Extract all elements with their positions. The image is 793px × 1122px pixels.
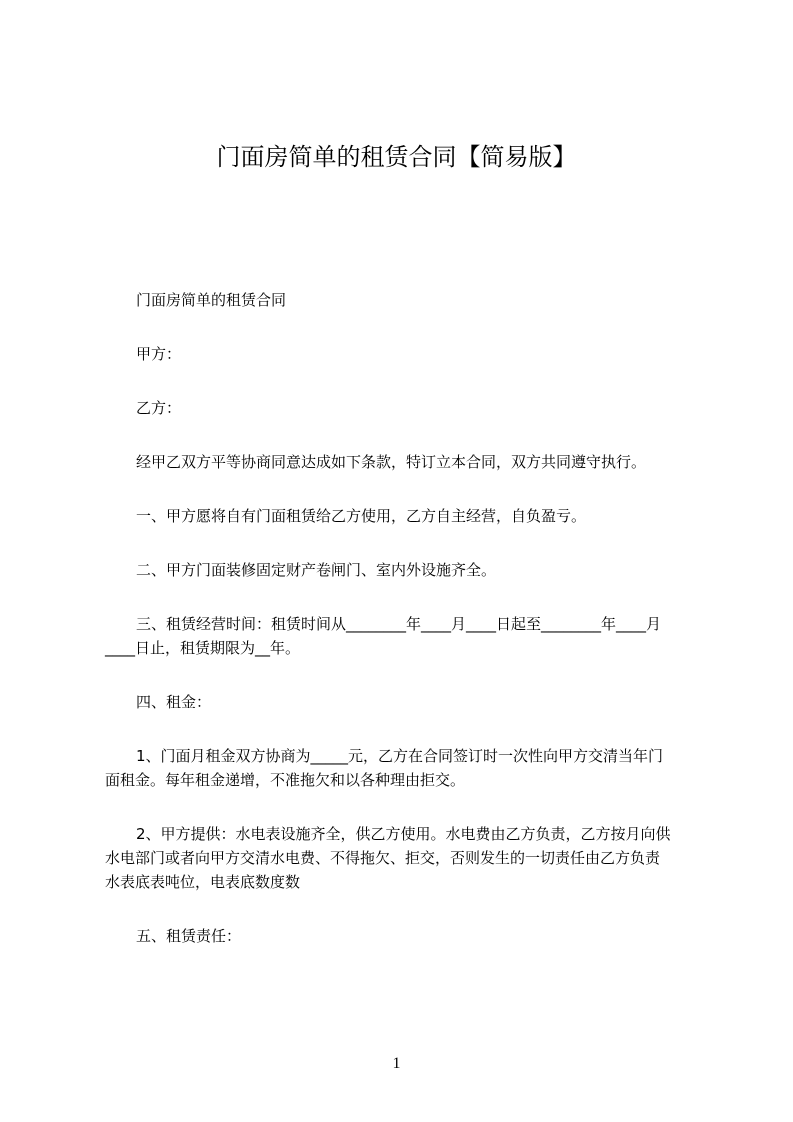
party-b: 乙方： <box>136 399 182 417</box>
party-a: 甲方： <box>136 345 182 363</box>
document-title: 门面房简单的租赁合同【简易版】 <box>216 143 577 171</box>
contract-heading: 门面房简单的租赁合同 <box>136 291 287 309</box>
page-number: 1 <box>392 1055 401 1072</box>
clause-5-heading: 五、租赁责任： <box>136 927 242 945</box>
clause-4-heading: 四、租金： <box>136 693 212 711</box>
clause-4-1-line-1: 1、门面月租金双方协商为_____元，乙方在合同签订时一次性向甲方交清当年门 <box>136 747 664 765</box>
clause-3-line-2: ____日止，租赁期限为__年。 <box>105 639 301 657</box>
clause-4-1-line-2: 面租金。每年租金递增，不准拖欠和以各种理由拒交。 <box>105 771 466 789</box>
clause-4-2-line-3: 水表底表吨位，电表底数度数 <box>105 873 301 891</box>
clause-3-line-1: 三、租赁经营时间：租赁时间从________年____月____日起至________年____月 <box>136 615 662 633</box>
clause-4-2-line-2: 水电部门或者向甲方交清水电费、不得拖欠、拒交，否则发生的一切责任由乙方负责 <box>105 849 661 867</box>
clause-1: 一、甲方愿将自有门面租赁给乙方使用，乙方自主经营，自负盈亏。 <box>136 507 587 525</box>
clause-2: 二、甲方门面装修固定财产卷闸门、室内外设施齐全。 <box>136 561 497 579</box>
clause-4-2-line-1: 2、甲方提供：水电表设施齐全，供乙方使用。水电费由乙方负责，乙方按月向供 <box>136 825 671 843</box>
preamble: 经甲乙双方平等协商同意达成如下条款，特订立本合同，双方共同遵守执行。 <box>136 453 647 471</box>
